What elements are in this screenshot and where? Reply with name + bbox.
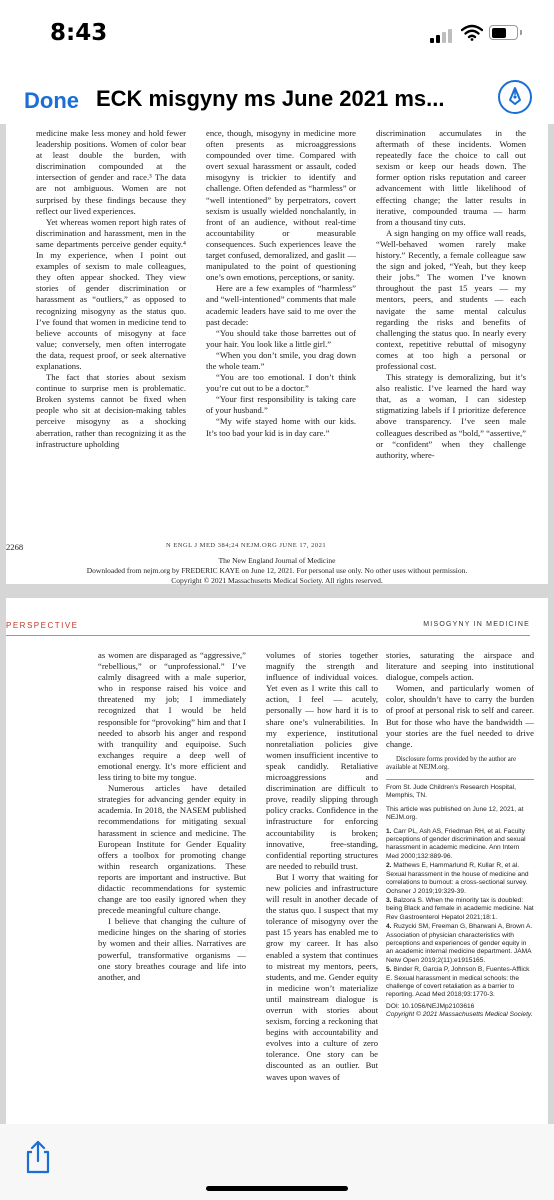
reference-list — [386, 828, 534, 1000]
paragraph: ence, though, misogyny in medicine more often presents as microaggressions compounded over time. Compared with overt sexual harassment or assault, coded misogyny is trickier to identify and challenge. Often defended as “harmless” or “well intentioned” by perpetrators, covert sexism is usually wielded nonchalantly, in front of an audience, without real-time accountability or measurable consequences. Such experiences leave the target confused, demoralized, and gaslit — manipulated to the point of questioning one’s own emotions, perceptions, or sanity. — [206, 128, 356, 283]
paragraph: “When you don’t smile, you drag down the whole team.” — [206, 349, 356, 371]
reference-item: 2. Mathews E, Hammarlund R, Kullar R, et al. Sexual harassment in the house of medicine and correlations to burnout: a cross-sectional survey. Ochsner J 2019;19:329-39. — [386, 862, 529, 895]
home-indicator — [206, 1186, 348, 1191]
text-column-2 — [206, 128, 356, 526]
battery-icon — [489, 25, 518, 40]
journal-name: The New England Journal of Medicine — [218, 556, 336, 565]
reference-item: 3. Balzora S. When the minority tax is doubled: being Black and female in academic medicine. Nat Rev Gastroenterol Hepatol 2021;18:1. — [386, 896, 534, 921]
share-icon[interactable] — [24, 1140, 52, 1174]
paragraph: “Your first responsibility is taking care of your husband.” — [206, 394, 356, 416]
paragraph: This strategy is demoralizing, but it’s also realistic. I’ve learned the hard way that, as a woman, I can sidestep stigmatizing labels if I prioritize deference above transparency. I’ve seen male colleagues described as “bold,” “assertive,” or “confident” when they challenge authority, where- — [376, 372, 526, 460]
status-time: 8:43 — [50, 20, 108, 46]
topic-label: MISOGYNY IN MEDICINE — [423, 621, 530, 628]
copyright-notice: Copyright © 2021 Massachusetts Medical Society. All rights reserved. — [171, 576, 383, 585]
pdf-page-perspective — [6, 598, 548, 1124]
paragraph: discrimination accumulates in the aftermath of these incidents. Women repeatedly face the choice to call out sexism or keep our heads down. The former option risks reputation and career advancement with little likelihood of effecting change; the latter results in iterative, compounded trauma — harm from a thousand tiny cuts. — [376, 128, 526, 227]
publication-note: This article was published on June 12, 2021, at NEJM.org. — [386, 805, 524, 822]
paragraph: Yet whereas women report high rates of discrimination and harassment, men in the same departments perceive gender equity.⁴ In my experience, when I point out examples of sexism to male colleagues, they often appear shocked. They view stories of gender discrimination or harassment as “outliers,” as opposed to recognizing misogyny as the status quo. I’ve found that women in medicine tend to believe accounts of misogyny at face value; conversely, men often interrogate the data, request proof, or seek alternative explanations. — [36, 216, 186, 371]
cellular-signal-icon — [430, 27, 454, 43]
paragraph: “You are too emotional. I don’t think you’re cut out to be a doctor.” — [206, 372, 356, 394]
doi: DOI: 10.1056/NEJMp2103616 — [386, 1002, 475, 1010]
paragraph: Numerous articles have detailed strategies for advancing gender equity in academia. In 2018, the NASEM published recommendations for mitigating sexual harassment in science and medicine. The European Institute for Gender Equality offers a toolbox for promoting change within research organizations. These reports are important and instructive. But didactic recommendations for systemic change are too easily ignored when they precede meaningful culture change. — [98, 783, 246, 916]
paragraph: Here are a few examples of “harmless” and “well-intentioned” comments that male academic leaders have said to me over the past decade: — [206, 283, 356, 327]
section-label: PERSPECTIVE — [6, 621, 79, 630]
text-column-3 — [376, 128, 526, 526]
paragraph: A sign hanging on my office wall reads, “Well-behaved women rarely make history.” Recently, a female colleague saw the sign and joked, “Yeah, but they keep their jobs.” The women I’ve known throughout the past 15 years — my mentors, peers, and students — each navigate the same mental calculus regarding the risks and benefits of challenging the status quo. In nearly every context, repetitive rebuttal of misogyny comes at too high a personal or professional cost. — [376, 227, 526, 371]
paragraph: stories, saturating the airspace and literature and seeping into institutional dialogue, compels action. — [386, 650, 534, 683]
affiliation: From St. Jude Children’s Research Hospital, Memphis, TN. — [386, 784, 516, 800]
paragraph: Women, and particularly women of color, shouldn’t have to carry the burden of proof at personal risk to self and career. But for those who have the bandwidth — your stories are the fuel needed to drive change. — [386, 683, 534, 749]
markup-pen-icon[interactable] — [498, 80, 532, 114]
wifi-icon — [461, 24, 483, 41]
download-notice: Downloaded from nejm.org by FREDERIC KAYE on June 12, 2021. For personal use only. No other uses without permission. — [86, 566, 468, 575]
text-column-2 — [266, 650, 378, 1118]
page-number: 2268 — [6, 542, 24, 552]
paragraph: volumes of stories together magnify the strength and influence of individual voices. Yet even as I write this call to action, I feel — acutely, personally — how hard it is to share one’s vulnerabilities. In my experience, institutional nonretaliation policies give women insufficient incentive to speak candidly. Retaliative microaggressions and discrimination are difficult to prove, readily slipping through policy cracks. Confidence in the infrastructure for enforcing accountability is broken; innovative, free-standing, confidential reporting structures are needed to rebuild trust. — [266, 650, 378, 871]
copyright-line: Copyright © 2021 Massachusetts Medical Society. — [386, 1011, 533, 1019]
paragraph: But I worry that waiting for new policies and infrastructure will result in another decade of the status quo. I suspect that my tolerance of misogyny over the past 15 years has enabled me to grow my career. It has also enabled a system that continues to mistreat my mentors, peers, students, and me. Gender equity in medicine won’t materialize until mainstream dialogue is overrun with stories about sexism, forcing a reckoning that begins with accountability and evolves into a culture of zero tolerance. One story can be discounted as an outlier. But waves upon waves of — [266, 871, 378, 1082]
paragraph: “You should take those barrettes out of your hair. You look like a little girl.” — [206, 327, 356, 349]
document-title: ECK misgyny ms June 2021 ms... — [96, 86, 445, 111]
paragraph: medicine make less money and hold fewer leadership positions. Women of color bear at least double the burden, with discrimination compounded at the intersection of gender and race.³ The data are not ambiguous. Women are not surprised by these findings because they reflect our lived experiences. — [36, 128, 186, 216]
paragraph: The fact that stories about sexism continue to surprise men is problematic. Broken systems cannot be fixed when people who sit at decision-making tables perceive misogyny as a shocking aberration, rather than recognizing it as the infrastructure upholding — [36, 372, 186, 449]
reference-item: 1. Carr PL, Ash AS, Friedman RH, et al. Faculty perceptions of gender discrimination and sexual harassment in academic medicine. Ann Intern Med 2000;132:889-96. — [386, 827, 526, 860]
disclosure-note: Disclosure forms provided by the author are available at NEJM.org. — [386, 755, 517, 772]
pdf-page-2268 — [6, 124, 548, 584]
done-button[interactable]: Done — [24, 88, 79, 113]
article-sidebar — [386, 650, 534, 1120]
reference-item: 4. Ruzycki SM, Freeman G, Bharwani A, Brown A. Association of physician characteristics with perceptions and experiences of gender equity in an academic internal medicine department. JAMA Netw Open 2019;2(11):e1915165. — [386, 923, 533, 964]
text-column-1 — [36, 128, 186, 526]
running-footer: N ENGL J MED 384;24 NEJM.ORG JUNE 17, 2021 — [166, 542, 327, 549]
paragraph: I believe that changing the culture of medicine hinges on the sharing of stories by women and their allies. Narratives are powerful, transformative organisms — one story breathes courage and life into another, and — [98, 916, 246, 982]
pdf-viewer[interactable] — [0, 124, 554, 1124]
text-column-1 — [98, 650, 246, 1118]
status-bar — [0, 0, 554, 62]
header-rule — [6, 635, 530, 636]
paragraph: “My wife stayed home with our kids. It’s too bad your kid is in day care.” — [206, 416, 356, 438]
reference-item: 5. Binder R, Garcia P, Johnson B, Fuentes-Afflick E. Sexual harassment in medical schools: the challenge of covert retaliation as a barrier to reporting. Acad Med 2018;93:1770-3. — [386, 966, 530, 999]
paragraph: as women are disparaged as “aggressive,” “rebellious,” or “unprofessional.” I’ve calmly disagreed with a male superior, who in response raised his voice and threatened my job; I immediately recognized that I would be held responsible for “provoking” him and that I needed to absorb his anger and respond with tranquility and equipoise. Such exchanges require a deep well of emotional energy. It’s more efficient and less tiring to bite my tongue. — [98, 650, 246, 783]
